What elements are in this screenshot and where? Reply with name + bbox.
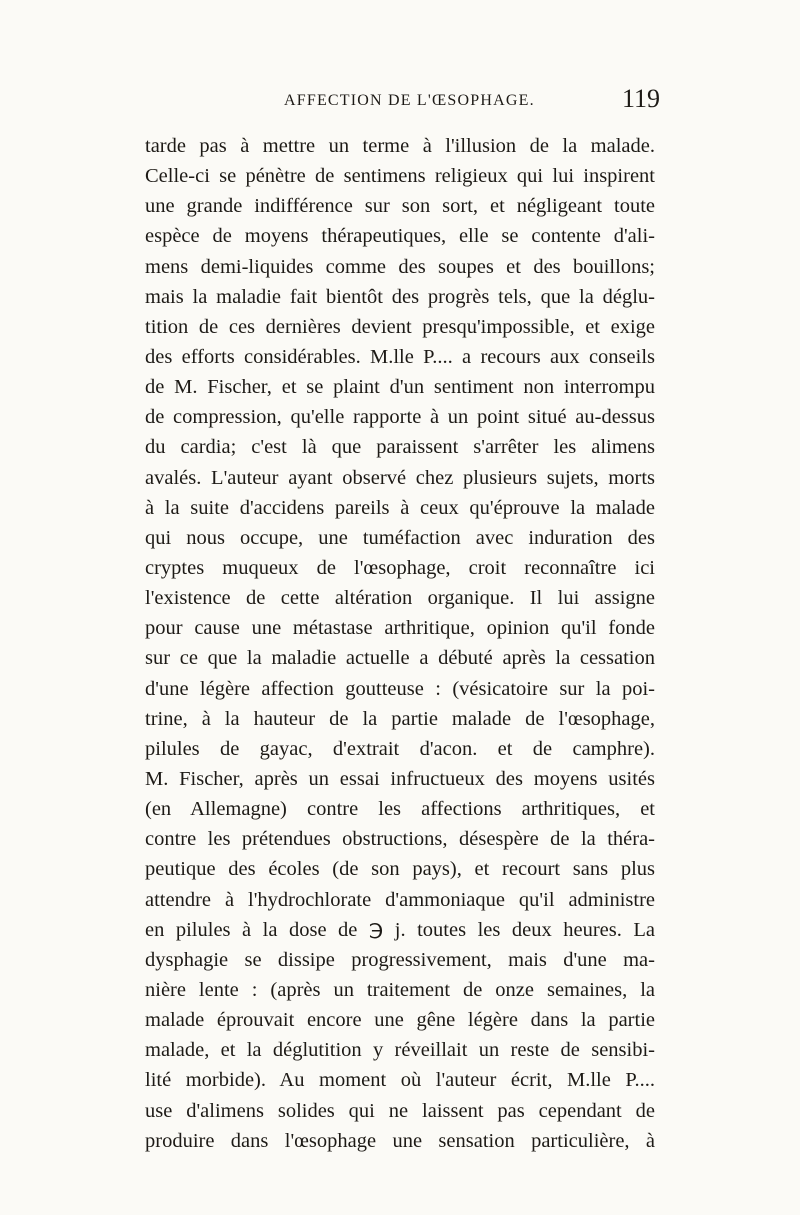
text-line: Celle-ci se pénètre de sentimens religieux qui lui inspirent — [145, 165, 655, 188]
text-line: qui nous occupe, une tuméfaction avec induration des — [145, 526, 655, 549]
text-line: use d'alimens solides qui ne laissent pas cependant de — [145, 1099, 655, 1122]
page-number: 119 — [621, 84, 660, 113]
text-line: tarde pas à mettre un terme à l'illusion de la malade. — [145, 135, 655, 157]
text-line: de M. Fischer, et se plaint d'un sentiment non interrompu — [145, 376, 655, 399]
text-line: (en Allemagne) contre les affections arthritiques, et — [145, 798, 655, 821]
page-header — [284, 84, 660, 116]
text-line: en pilules à la dose de ℈ j. toutes les deux heures. La — [145, 918, 655, 941]
text-line: tition de ces dernières devient presqu'impossible, et exige — [145, 315, 655, 338]
text-line: mais la maladie fait bientôt des progrès tels, que la déglu- — [145, 285, 655, 308]
text-line: produire dans l'œsophage une sensation particulière, à — [145, 1129, 655, 1152]
text-line: malade, et la déglutition y réveillait un reste de sensibi- — [145, 1039, 655, 1062]
text-line: trine, à la hauteur de la partie malade de l'œsophage, — [145, 707, 655, 730]
body-text — [145, 131, 655, 1156]
text-line: nière lente : (après un traitement de onze semaines, la — [145, 978, 655, 1001]
text-line: du cardia; c'est là que paraissent s'arrêter les alimens — [145, 436, 655, 459]
text-line: malade éprouvait encore une gêne légère dans la partie — [145, 1009, 655, 1032]
text-line: de compression, qu'elle rapporte à un point situé au-dessus — [145, 406, 655, 429]
text-line: une grande indifférence sur son sort, et négligeant toute — [145, 195, 655, 218]
text-line: mens demi-liquides comme des soupes et des bouillons; — [145, 255, 655, 278]
text-line: espèce de moyens thérapeutiques, elle se contente d'ali- — [145, 225, 655, 248]
text-line: d'une légère affection goutteuse : (vésicatoire sur la poi- — [145, 677, 655, 700]
text-line: lité morbide). Au moment où l'auteur écrit, M.lle P.... — [145, 1069, 655, 1092]
text-line: dysphagie se dissipe progressivement, mais d'une ma- — [145, 948, 655, 971]
text-line: des efforts considérables. M.lle P.... a recours aux conseils — [145, 345, 655, 368]
text-line: pour cause une métastase arthritique, opinion qu'il fonde — [145, 617, 655, 640]
text-line: peutique des écoles (de son pays), et recourt sans plus — [145, 858, 655, 881]
text-line: sur ce que la maladie actuelle a débuté après la cessation — [145, 647, 655, 670]
text-line: pilules de gayac, d'extrait d'acon. et de camphre). — [145, 737, 655, 760]
text-line: M. Fischer, après un essai infructueux des moyens usités — [145, 767, 655, 790]
text-line: attendre à l'hydrochlorate d'ammoniaque qu'il administre — [145, 888, 655, 911]
text-line: à la suite d'accidens pareils à ceux qu'éprouve la malade — [145, 496, 655, 519]
text-line: avalés. L'auteur ayant observé chez plusieurs sujets, morts — [145, 466, 655, 489]
running-title: AFFECTION DE L'ŒSOPHAGE. — [284, 92, 535, 109]
text-line: contre les prétendues obstructions, désespère de la théra- — [145, 828, 655, 851]
text-line: l'existence de cette altération organique. Il lui assigne — [145, 587, 655, 610]
text-line: cryptes muqueux de l'œsophage, croit reconnaître ici — [145, 556, 655, 579]
